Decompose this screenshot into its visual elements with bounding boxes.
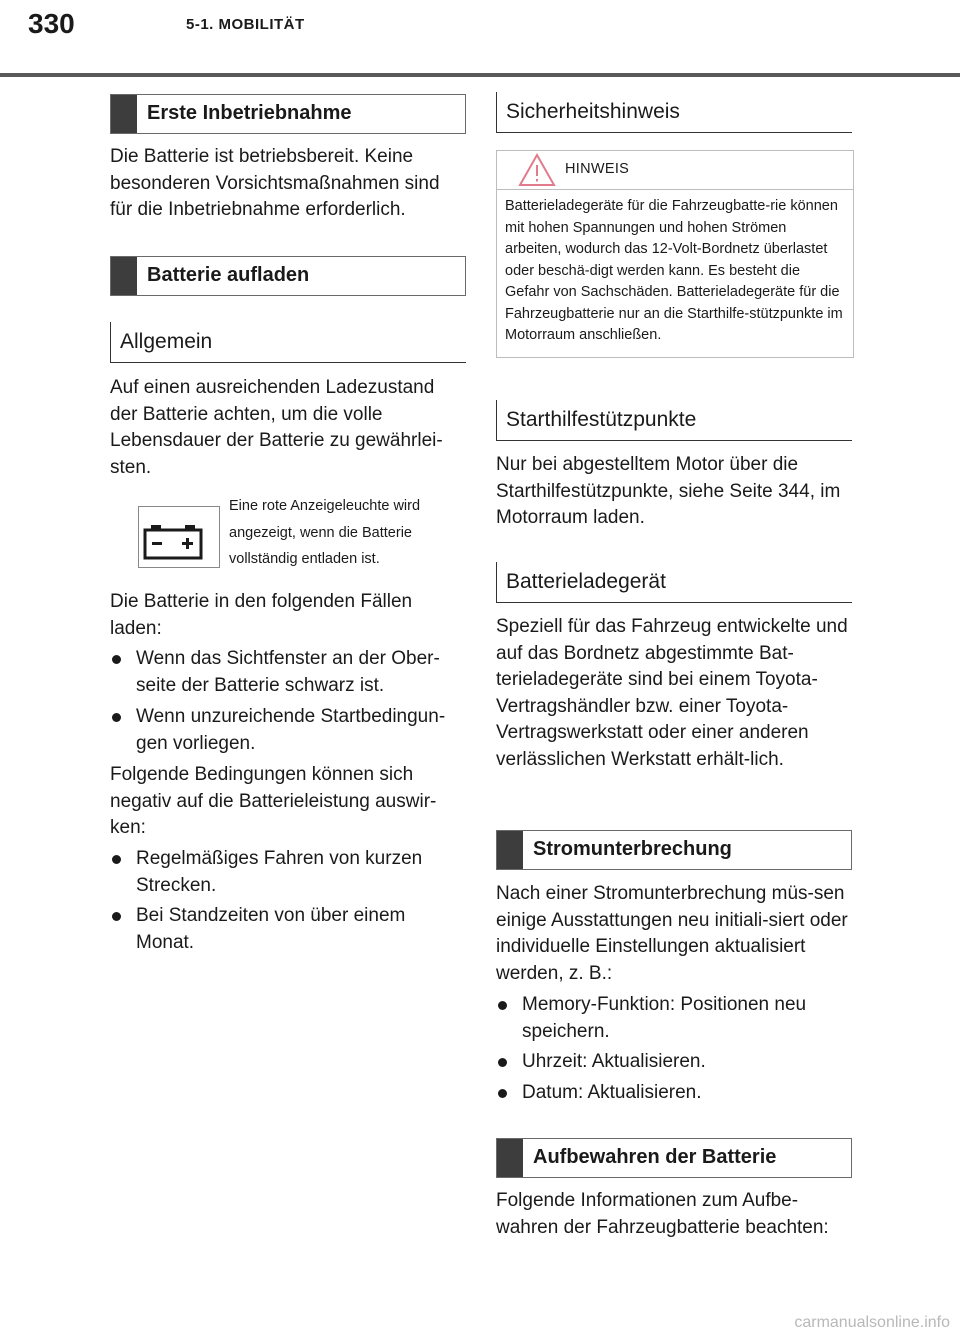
list-item-text: Wenn unzureichende Startbedingun-gen vorliegen.	[136, 706, 446, 754]
power-paragraph: Nach einer Stromunterbrechung müs-sen einige Ausstattungen neu initiali-siert oder individuelle Einstellungen aktualisiert werden, z. B.:	[496, 883, 848, 984]
charger-paragraph: Speziell für das Fahrzeug entwickelte und auf das Bordnetz abgestimmte Bat-terieladegeräte sind bei einem Toyota-Vertragshändler bzw. einer Toyota-Vertragswerkstatt oder einer anderen verlässlichen Werkstatt erhält-lich.	[496, 616, 848, 770]
subheading-rule	[496, 132, 852, 133]
bullet-dot	[498, 1001, 507, 1010]
general-paragraph: Auf einen ausreichenden Ladezustand der Batterie achten, um die volle Lebensdauer der Batterie zu gewährlei-sten.	[110, 377, 443, 478]
list-item-text: Regelmäßiges Fahren von kurzen Strecken.	[136, 848, 423, 896]
heading-bar	[111, 257, 137, 295]
subheading-jump-text: Starthilfestützpunkte	[506, 408, 697, 431]
subheading-jump	[496, 400, 852, 440]
subheading-charger-text: Batterieladegerät	[506, 570, 666, 593]
storage-paragraph: Folgende Informationen zum Aufbe-wahren der Fahrzeugbatterie beachten:	[496, 1190, 829, 1238]
heading-charge	[110, 256, 466, 296]
subheading-general	[110, 322, 466, 362]
heading-first-use-text: Erste Inbetriebnahme	[147, 102, 352, 124]
list-item-text: Uhrzeit: Aktualisieren.	[522, 1051, 706, 1072]
subheading-rule	[496, 440, 852, 441]
page-number: 330	[28, 8, 75, 39]
battery-indicator-icon	[138, 506, 220, 568]
subheading-vline	[496, 562, 497, 602]
watermark[interactable]: carmanualsonline.info	[794, 1314, 950, 1331]
subheading-safety	[496, 92, 852, 132]
heading-charge-text: Batterie aufladen	[147, 264, 310, 286]
subheading-vline	[110, 322, 111, 362]
heading-storage-text: Aufbewahren der Batterie	[533, 1146, 777, 1168]
first-use-paragraph: Die Batterie ist betriebsbereit. Keine besonderen Vorsichtsmaßnahmen sind für die Inbetriebnahme erforderlich.	[110, 146, 440, 220]
header-rule	[0, 73, 960, 77]
warning-icon	[517, 152, 557, 188]
jump-paragraph: Nur bei abgestelltem Motor über die Starthilfestützpunkte, siehe Seite 344, im Motorraum laden.	[496, 454, 841, 528]
list-item-text: Datum: Aktualisieren.	[522, 1082, 702, 1103]
subheading-vline	[496, 92, 497, 132]
bullet-dot	[498, 1089, 507, 1098]
page-header	[0, 0, 960, 78]
heading-power	[496, 830, 852, 870]
notice-title: HINWEIS	[565, 161, 630, 177]
notice-box	[496, 150, 854, 358]
list-item-text: Wenn das Sichtfenster an der Ober-seite der Batterie schwarz ist.	[136, 648, 440, 696]
subheading-rule	[110, 362, 466, 363]
heading-storage	[496, 1138, 852, 1178]
subheading-vline	[496, 400, 497, 440]
notice-text: Batterieladegeräte für die Fahrzeugbatte-rie können mit hohen Spannungen und hohen Strömen arbeiten, wodurch das 12-Volt-Bordnetz überlastet oder beschä-digt werden kann. Es besteht die Gefahr von Sachschäden. Batterieladegeräte für die Fahrzeugbatterie nur an die Starthilfe-stützpunkte im Motorraum anschließen.	[505, 198, 843, 343]
bullet-dot	[112, 713, 121, 722]
heading-power-text: Stromunterbrechung	[533, 838, 732, 860]
notice-header	[497, 151, 853, 190]
subheading-safety-text: Sicherheitshinweis	[506, 100, 680, 123]
bullet-dot	[498, 1058, 507, 1067]
subheading-rule	[496, 602, 852, 603]
subheading-general-text: Allgemein	[120, 330, 213, 353]
heading-first-use	[110, 94, 466, 134]
indicator-note: Eine rote Anzeigeleuchte wird angezeigt, wenn die Batterie vollständig entladen ist.	[229, 498, 421, 567]
charge-cases-intro: Die Batterie in den folgenden Fällen laden:	[110, 591, 413, 639]
bullet-dot	[112, 912, 121, 921]
bullet-dot	[112, 855, 121, 864]
bullet-dot	[112, 655, 121, 664]
heading-bar	[497, 831, 523, 869]
heading-bar	[111, 95, 137, 133]
list-item-text: Memory-Funktion: Positionen neu speichern.	[522, 994, 807, 1042]
battery-icon	[139, 507, 219, 567]
heading-bar	[497, 1139, 523, 1177]
conditions-intro: Folgende Bedingungen können sich negativ auf die Batterieleistung auswir-ken:	[110, 764, 437, 838]
chapter-title: 5-1. MOBILITÄT	[186, 16, 305, 33]
list-item-text: Bei Standzeiten von über einem Monat.	[136, 905, 406, 953]
subheading-charger	[496, 562, 852, 602]
